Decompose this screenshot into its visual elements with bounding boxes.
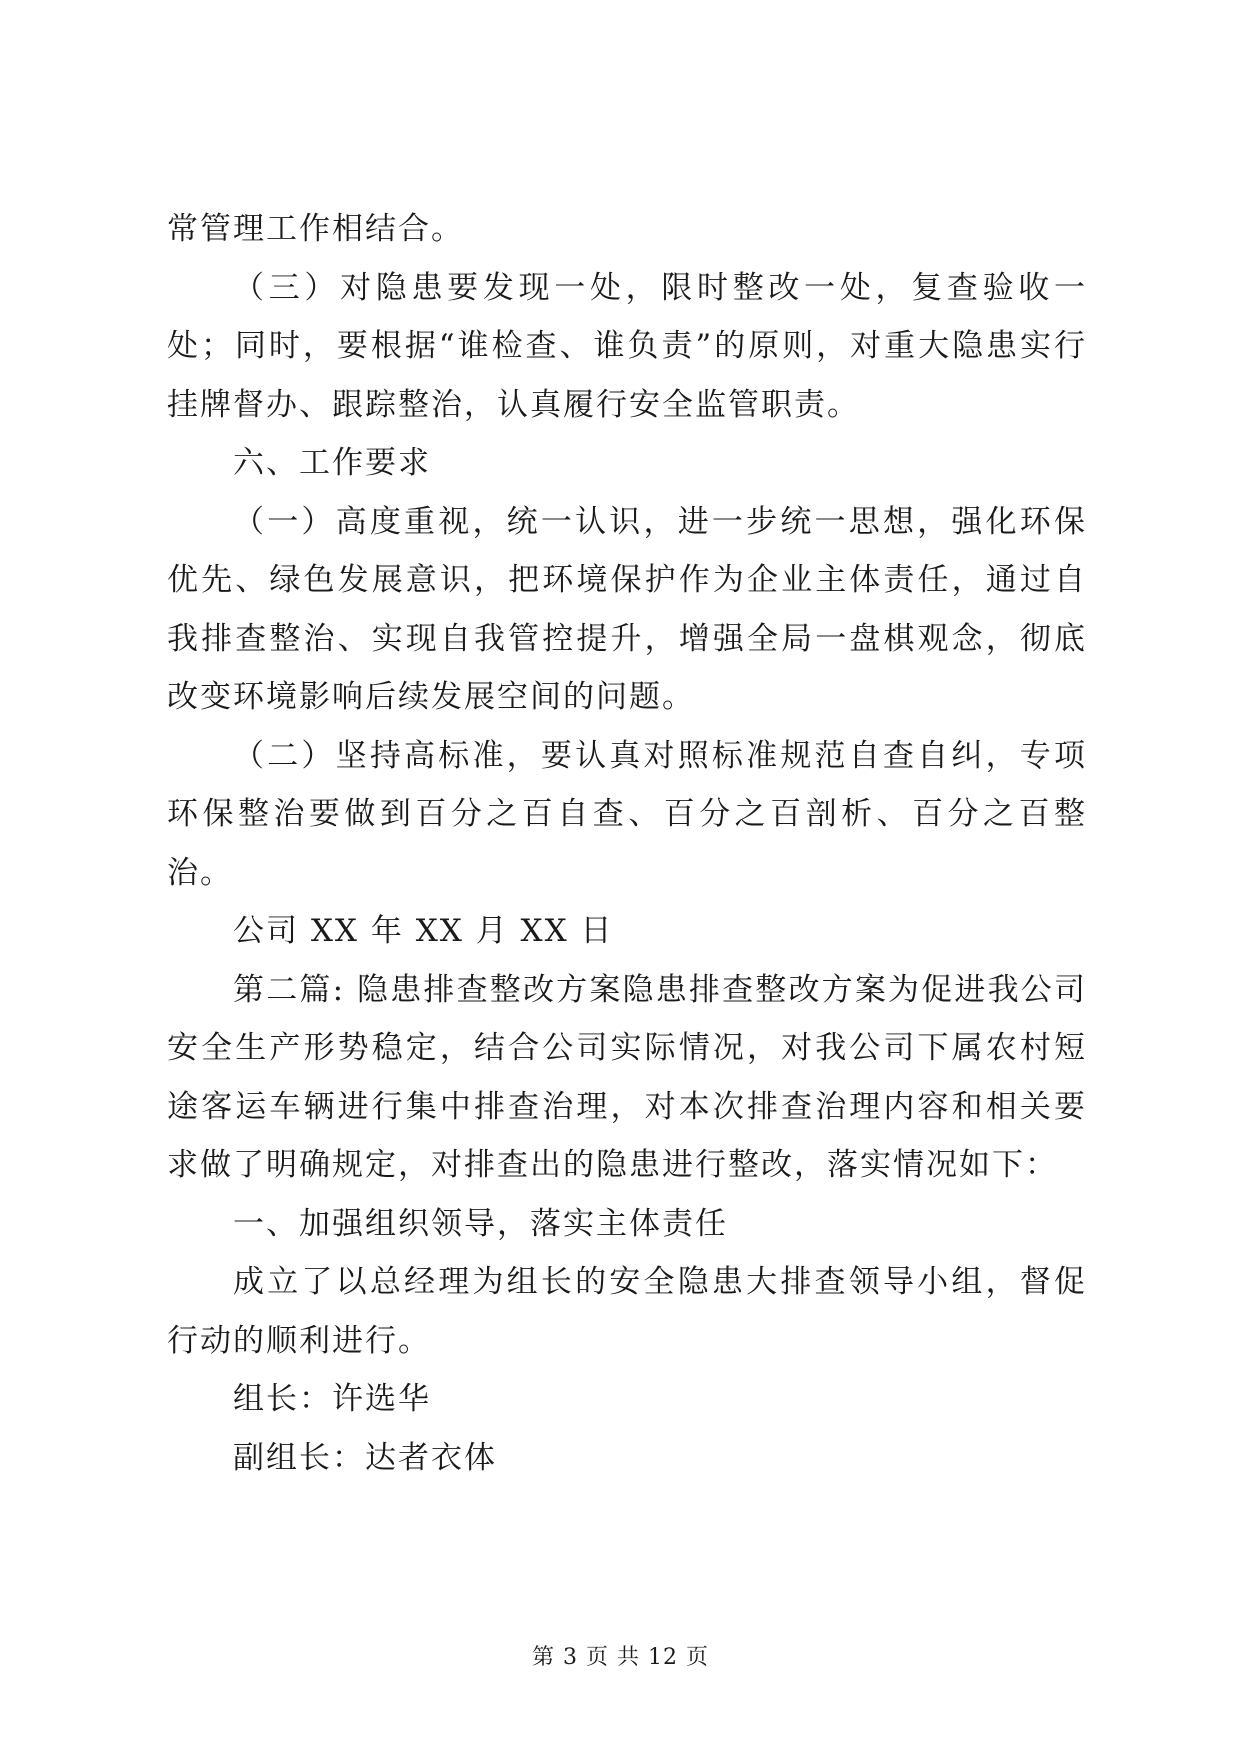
page-number-footer: 第 3 页 共 12 页 [532,1645,709,1670]
paragraph-1: 常管理工作相结合。 [167,211,464,247]
paragraph-5: 第二篇: 隐患排查整改方案隐患排查整改方案为促进我公司安全生产形势稳定，结合公司实际情况，对我公司下属农村短途客运车辆进行集中排查治理，对本次排查治理内容和相关要求做了明确规定，对排查出的隐患进行整改，落实情况如下： [167,971,1087,1183]
paragraph-6: 成立了以总经理为组长的安全隐患大排查领导小组，督促行动的顺利进行。 [167,1264,1087,1359]
deputy-team-leader: 副组长：达者衣体 [233,1439,497,1476]
team-leader: 组长：许选华 [233,1381,431,1417]
section-heading-1: 一、加强组织领导，落实主体责任 [233,1205,728,1242]
paragraph-4: （二）坚持高标准，要认真对照标准规范自查自纠，专项环保整治要做到百分之百自查、百分之百剖析、百分之百整治。 [167,737,1087,891]
paragraph-2: （三）对隐患要发现一处，限时整改一处，复查验收一处；同时，要根据“谁检查、谁负责”的原则，对重大隐患实行挂牌督办、跟踪整治，认真履行安全监管职责。 [167,269,1087,423]
section-heading-6: 六、工作要求 [233,445,431,481]
document-body [167,200,1087,1487]
paragraph-3: （一）高度重视，统一认识，进一步统一思想，强化环保优先、绿色发展意识，把环境保护作为企业主体责任，通过自我排查整治、实现自我管控提升，增强全局一盘棋观念，彻底改变环境影响后续发展空间的问题。 [167,503,1087,715]
signature-date: 公司 XX 年 XX 月 XX 日 [233,913,614,949]
